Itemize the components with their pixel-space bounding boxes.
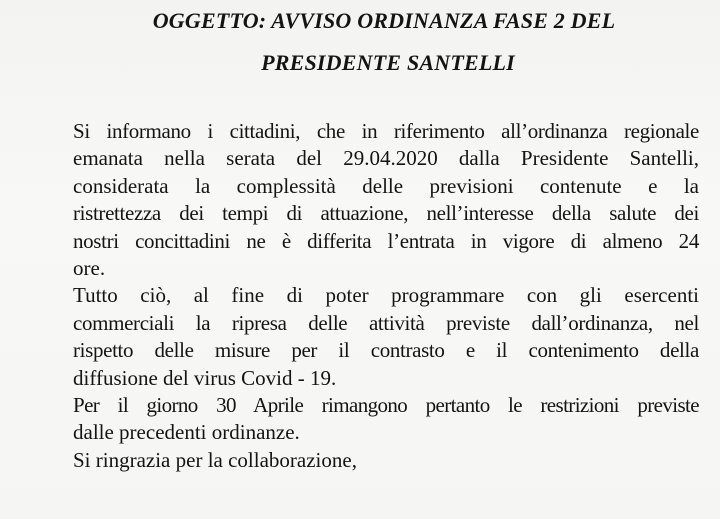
notice-body — [73, 118, 699, 474]
text-line: Per il giorno 30 Aprile rimangono pertanto le restrizioni previste — [73, 393, 699, 418]
paragraph-1 — [73, 118, 699, 282]
text-line: ristrettezza dei tempi di attuazione, nell’interesse della salute dei — [73, 201, 699, 226]
text-line: diffusione del virus Covid - 19. — [73, 365, 337, 390]
text-line: Si ringrazia per la collaborazione, — [73, 447, 357, 472]
text-line: Si informano i cittadini, che in riferimento all’ordinanza regionale — [73, 119, 699, 143]
paragraph-4 — [73, 447, 699, 474]
paragraph-3 — [73, 392, 699, 447]
text-line: considerata la complessità delle previsioni contenute e la — [73, 173, 699, 198]
subject-heading-line1: OGGETTO: AVVISO ORDINANZA FASE 2 DEL — [152, 8, 616, 33]
paragraph-2 — [73, 282, 699, 392]
text-line: dalle precedenti ordinanze. — [73, 420, 300, 445]
text-line: emanata nella serata del 29.04.2020 dalla Presidente Santelli, — [73, 146, 699, 171]
subject-heading-line2: PRESIDENTE SANTELLI — [261, 50, 515, 75]
text-line: nostri concittadini ne è differita l’entrata in vigore di almeno 24 — [73, 228, 699, 253]
text-line: rispetto delle misure per il contrasto e il contenimento della — [73, 338, 699, 363]
text-line: Tutto ciò, al fine di poter programmare con gli esercenti — [73, 283, 699, 308]
text-line: ore. — [73, 256, 106, 281]
text-line: commerciali la ripresa delle attività previste dall’ordinanza, nel — [73, 310, 699, 335]
